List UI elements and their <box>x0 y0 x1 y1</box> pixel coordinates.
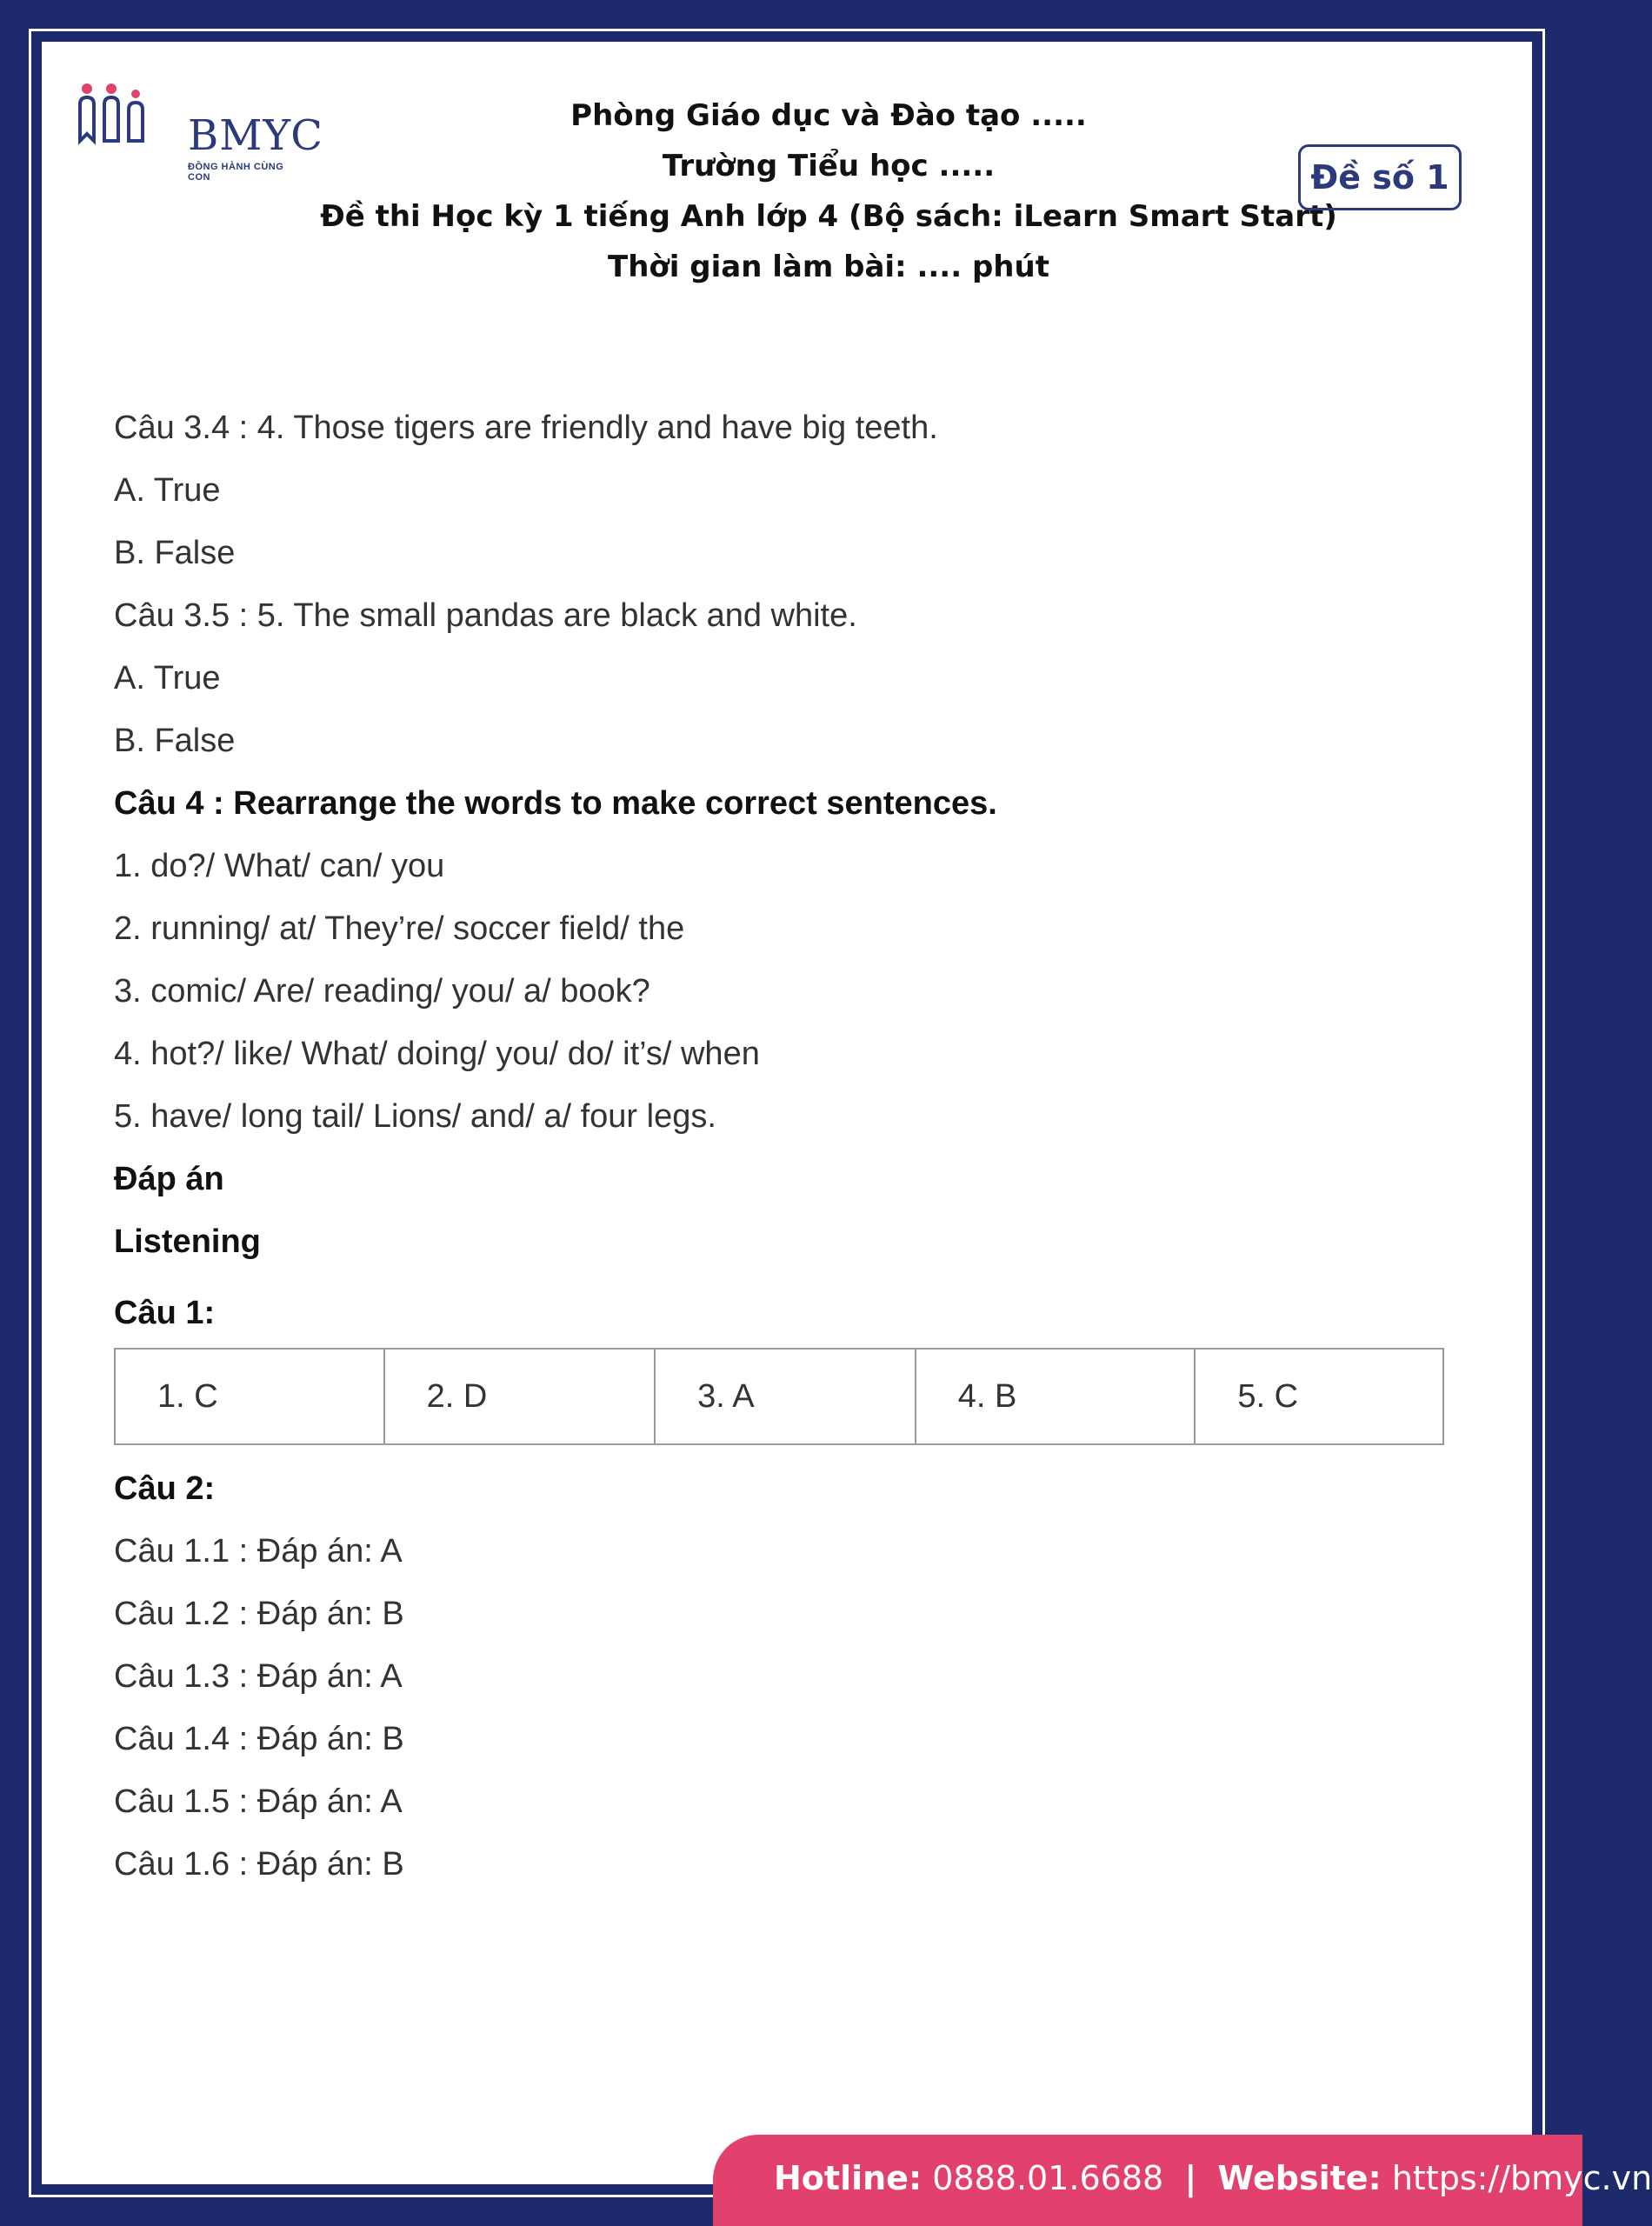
family-icon <box>77 78 181 148</box>
answer-line: Câu 1.1 : Đáp án: A <box>114 1533 403 1570</box>
header-department: Phòng Giáo dục và Đào tạo ..... <box>570 98 1087 133</box>
answer-line: Câu 1.6 : Đáp án: B <box>114 1846 404 1883</box>
table-cell: 2. D <box>384 1349 656 1444</box>
footer-text <box>774 2159 1652 2197</box>
answer-line: Câu 1.2 : Đáp án: B <box>114 1596 404 1632</box>
document-content <box>114 397 1470 1896</box>
cau-1-label: Câu 1: <box>114 1295 216 1331</box>
answer-line: Câu 1.3 : Đáp án: A <box>114 1658 403 1695</box>
table-row <box>115 1349 1443 1444</box>
logo-text: BMYC <box>188 111 323 160</box>
document-page <box>42 42 1532 2184</box>
rearrange-item: 3. comic/ Are/ reading/ you/ a/ book? <box>114 973 650 1010</box>
website-label: Website: <box>1217 2159 1382 2197</box>
contact-footer <box>713 2135 1652 2226</box>
footer-separator: | <box>1184 2159 1197 2197</box>
option-b: B. False <box>114 723 236 759</box>
rearrange-item: 5. have/ long tail/ Lions/ and/ a/ four legs. <box>114 1098 716 1135</box>
answer-heading: Đáp án <box>114 1161 224 1197</box>
table-cell: 5. C <box>1195 1349 1443 1444</box>
answer-line: Câu 1.4 : Đáp án: B <box>114 1721 404 1757</box>
rearrange-item: 2. running/ at/ They’re/ soccer field/ the <box>114 910 685 947</box>
rearrange-item: 1. do?/ What/ can/ you <box>114 848 445 884</box>
option-a: A. True <box>114 660 221 696</box>
hotline-label: Hotline: <box>774 2159 923 2197</box>
logo-tagline: ĐỒNG HÀNH CÙNG CON <box>188 162 284 183</box>
question-3-5: Câu 3.5 : 5. The small pandas are black and white. <box>114 597 857 634</box>
hotline-number[interactable]: 0888.01.6688 <box>932 2159 1164 2197</box>
header-school: Trường Tiểu học ..... <box>662 149 996 183</box>
question-3-4: Câu 3.4 : 4. Those tigers are friendly and have big teeth. <box>114 410 938 446</box>
cau-2-label: Câu 2: <box>114 1470 216 1507</box>
table-cell: 4. B <box>916 1349 1196 1444</box>
listening-heading: Listening <box>114 1223 261 1260</box>
exam-number-badge: Đề số 1 <box>1298 144 1462 210</box>
option-b: B. False <box>114 535 236 571</box>
rearrange-item: 4. hot?/ like/ What/ doing/ you/ do/ it’s/ when <box>114 1036 760 1072</box>
website-link[interactable]: https://bmyc.vn <box>1391 2159 1652 2197</box>
document-header <box>242 90 1416 292</box>
header-duration: Thời gian làm bài: .... phút <box>608 250 1049 284</box>
question-4-title: Câu 4 : Rearrange the words to make correct sentences. <box>114 785 997 822</box>
header-exam-title: Đề thi Học kỳ 1 tiếng Anh lớp 4 (Bộ sách: iLearn Smart Start) <box>320 199 1337 234</box>
table-cell: 3. A <box>655 1349 916 1444</box>
table-cell: 1. C <box>115 1349 384 1444</box>
cau-1-answer-table <box>114 1348 1444 1445</box>
option-a: A. True <box>114 472 221 509</box>
answer-line: Câu 1.5 : Đáp án: A <box>114 1783 403 1820</box>
